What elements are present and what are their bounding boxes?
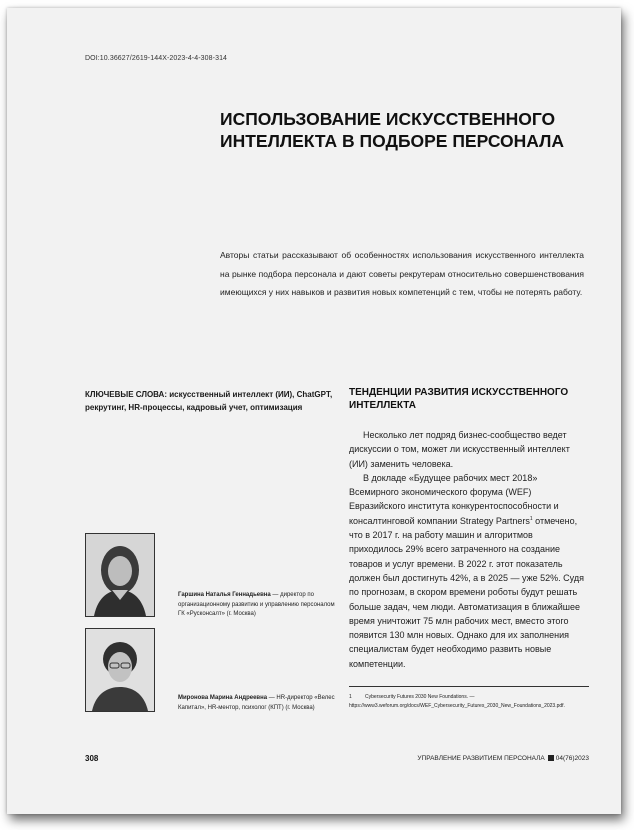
footnote-reference[interactable]: 1 bbox=[529, 515, 533, 522]
journal-name: УПРАВЛЕНИЕ РАЗВИТИЕМ ПЕРСОНАЛА bbox=[417, 755, 545, 762]
keywords: КЛЮЧЕВЫЕ СЛОВА: искусственный интеллект (ИИ), ChatGPT, рекрутинг, HR-процессы, кадровый учет, оптимизация bbox=[85, 390, 333, 412]
abstract: Авторы статьи рассказывают об особенностях использования искусственного интеллекта на рынке подбора персонала и дают советы рекрутерам относительно совершенствования имеющихся у них навыков и развития новых компетенций с тем, чтобы не потерять работу. bbox=[220, 250, 584, 298]
footnote-text[interactable]: Cybersecurity Futures 2030 New Foundations. — https://www3.weforum.org/docs/WEF_Cybersecurity_Futures_2030_New_Foundations_2023.pdf. bbox=[349, 694, 565, 709]
title-line-2: ИНТЕЛЛЕКТА В ПОДБОРЕ ПЕРСОНАЛА bbox=[220, 131, 565, 151]
author-desc-2: — HR-директор «Велес Капитал», HR-ментор, психолог (КПТ) (г. Москва) bbox=[178, 695, 335, 711]
body-paragraph-1: Несколько лет подряд бизнес-сообщество ведет дискуссии о том, может ли искусственный интеллект (ИИ) заменить человека. bbox=[349, 430, 570, 469]
footnote-number: 1 bbox=[349, 694, 352, 700]
article-body bbox=[349, 428, 585, 671]
footnote bbox=[349, 693, 585, 711]
square-bullet-icon bbox=[548, 755, 554, 761]
author-photo-2 bbox=[85, 628, 155, 712]
title-line-1: ИСПОЛЬЗОВАНИЕ ИСКУССТВЕННОГО bbox=[220, 109, 556, 129]
body-paragraph-2 bbox=[349, 471, 585, 671]
journal-footer bbox=[367, 755, 589, 762]
journal-issue: 04(76)2023 bbox=[555, 755, 589, 762]
footnote-divider bbox=[349, 686, 589, 687]
section-heading: ТЕНДЕНЦИИ РАЗВИТИЯ ИСКУССТВЕННОГО ИНТЕЛЛЕКТА bbox=[349, 387, 569, 411]
journal-page bbox=[7, 8, 621, 814]
body-paragraph-2-end: отмечено, что в 2017 г. на работу машин и алгоритмов приходилось 29% всего затраченного на создание товаров и услуг времени. В 2022 г. этот показатель должен был достигнуть 42%, а в 2025 — уже 52%. Судя по прогнозам, в скором времени роботы будут решать больше задач, чем люди. Автоматизация в ближайшее время уничтожит 75 млн рабочих мест, вместо этого появится 130 млн новых. Однако для их заполнения специалистам будет необходимо развить новые компетенции. bbox=[349, 515, 584, 669]
doi-line: DOI:10.36627/2619-144X-2023-4-4-308-314 bbox=[85, 55, 228, 62]
author-name-2: Миронова Марина Андреевна bbox=[178, 695, 268, 701]
article-title bbox=[220, 108, 580, 152]
page-number: 308 bbox=[85, 754, 99, 763]
author-info-1 bbox=[178, 591, 338, 620]
author-name-1: Гаршина Наталья Геннадьевна bbox=[178, 592, 271, 598]
body-paragraph-2-start: В докладе «Будущее рабочих мест 2018» Всемирного экономического форума (WEF) Евразийского института конкурентоспособности и консалтинговой компании Strategy Partners bbox=[349, 472, 559, 526]
author-photo-1 bbox=[85, 533, 155, 617]
author-desc-1: — директор по организационному развитию и управлению персоналом ГК «Русконсалт» (г. Москва) bbox=[178, 592, 335, 617]
author-info-2 bbox=[178, 694, 338, 713]
